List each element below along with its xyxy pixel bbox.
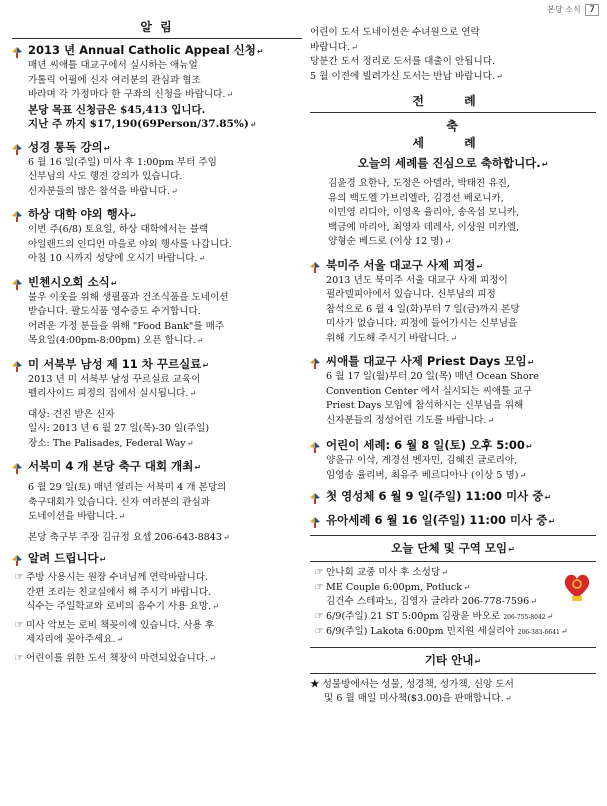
notice-line: 아일랜드의 인디언 마을로 야외 행사를 나갑니다. [28,238,232,250]
baptism-head-1: 축 [446,119,460,133]
notice-line: 바라며 각 가정마다 한 구좌의 신청을 바랍니다. ↵ [28,88,302,103]
pointing-hand-icon: ☞ [314,626,324,637]
notice-line: 목요일(4:00pm-8:00pm) 오픈 합니다. ↵ [28,334,302,349]
bullet-icon [310,517,320,528]
star-icon: ★ [310,678,323,690]
bullet-icon [310,358,320,369]
notice-line: 미사가 없습니다. 피정에 들어가시는 신부님을 [326,318,518,329]
cursillo-detail: 장소: The Palisades, Federal Way ↵ [28,437,302,452]
notice-line: 6 월 16 일(주일) 미사 후 1:00pm 부터 주임 [28,156,217,168]
bullet-icon [12,555,22,566]
notice-line: 아침 10 시까지 성당에 오시기 바랍니다. ↵ [28,252,302,267]
liturgy-heading: 전 례 [412,94,494,108]
notice-line: Convention Center 에서 실시되는 씨애틀 교구 [326,385,532,397]
notice-line: Priest Days 모임에 참석하시는 신부님을 위해 [326,400,524,411]
cursillo-detail: 대상: 견진 받은 신자 [28,408,115,420]
bullet-icon [310,262,320,273]
baptism-name-line: 이민영 리디아, 이영옥 율리아, 송옥섭 모니카, [328,207,520,218]
bullet-icon [12,144,22,155]
group-row: 김건수 스테파노, 김영자 글라라 206-778-7596 ↵ [312,595,596,610]
bullet-icon [12,463,22,474]
pointing-hand-icon: ☞ [14,572,24,583]
heart-logo-icon [562,570,592,602]
announcement-line: ☞ 미사 악보는 로비 책꽂이에 있습니다. 사용 후 [12,619,302,634]
page-number: 7 [585,4,599,16]
bullet-icon [12,47,22,58]
heading-rule [310,112,596,113]
notice-priest-days [310,354,596,428]
notice-title: 유아세례 6 월 16 일(주일) 11:00 미사 중 ↵ [326,513,596,529]
notice-first-communion [310,489,596,505]
group-row: ☞ 6/9(주일) 21 ST 5:00pm 김광윤 바오로 206-755-8042 ↵ [312,610,596,626]
notice-line: 매년 씨애틀 대교구에서 실시하는 애뉴얼 [28,60,198,71]
notice-line: 신자분들의 많은 참석을 바랍니다. ↵ [28,185,302,200]
baptism-head-2: 세 례 [412,136,494,150]
announcement-line: ☞ 주방 사용시는 원장 수녀님께 연락바랍니다. [12,571,302,586]
notice-title: 빈첸시오회 소식 ↵ [28,275,302,291]
etc-line: 및 6 월 매일 미사책($3.00)을 판매합니다. ↵ [310,692,596,707]
groups-list [310,566,596,641]
left-column [12,18,302,666]
soccer-contact: 본당 축구부 주장 김규정 요셉 206-643-8843 ↵ [28,531,302,546]
notice-line: 불우 이웃을 위해 생필품과 건조식품을 도네이션 [28,291,229,303]
notice-announcements [12,551,302,567]
intro-line: 바랍니다. ↵ [310,41,596,56]
notice-line: 참석으로 6 월 4 일(화)부터 7 일(금)까지 본당 [326,303,520,315]
notice-title: 하상 대학 야외 행사 ↵ [28,207,302,223]
notice-line: 도네이션을 바랍니다. ↵ [28,510,302,525]
notice-line: 펠리사이드 피정의 집에서 실시됩니다. ↵ [28,387,302,402]
notice-title: 북미주 서울 대교구 사제 피정 ↵ [326,258,596,274]
etc-heading: 기타 안내 ↵ [310,652,596,670]
baptism-name-line: 백금예 마리아, 최영자 데레사, 이상원 미카엘, [328,221,520,233]
notice-title: 성경 통독 강의 ↵ [28,140,302,156]
announcement-list [12,571,302,666]
appeal-progress: 지난 주 까지 $17,190(69Person/37.85%) ↵ [28,117,302,132]
section-rule [310,535,596,536]
baptism-name-line: 유의 백도엘 가브리엘라, 김경선 베로니카, [328,192,504,204]
group-phone: 206-383-6641 [517,629,560,636]
notice-line: 신부님의 사도 행전 강의가 있습니다. [28,171,183,182]
announcement-line: 제자리에 꽂아주세요. ↵ [12,633,302,648]
group-row: ☞ ME Couple 6:00pm, Potluck ↵ [312,581,596,596]
notice-line: 양윤규 이삭, 계경선 벤자민, 김혜진 글로리아, [326,455,518,466]
etc-line: ★ 성물방에서는 성물, 성경책, 성가책, 신앙 도서 [310,678,514,690]
notice-title: 미 서북부 남성 제 11 차 꾸르실료 ↵ [28,357,302,373]
bullet-icon [12,279,22,290]
notice-line: 2013 년도 북미주 서울 대교구 사제 피정이 [326,274,508,286]
section-rule [310,561,596,562]
notice-vincent [12,275,302,349]
notice-soccer [12,459,302,545]
intro-line: 5 월 이전에 빌려가신 도서는 반납 바랍니다. ↵ [310,70,596,85]
bullet-icon [310,442,320,453]
page-header [547,4,599,16]
notice-line: 받습니다. 팔도식품 영수증도 수거합니다. [28,306,201,317]
header-section: 본당 소식 [547,5,581,14]
notice-line: 어려운 가정 분들을 위해 "Food Bank"를 매주 [28,320,225,332]
appeal-goal: 본당 목표 신청금은 $45,413 입니다. [28,103,206,116]
announcement-line: 간편 조리는 친교실에서 해 주시기 바랍니다. [26,586,212,598]
notice-line: 이번 주(6/8) 토요일, 하상 대학에서는 블랙 [28,224,209,235]
notice-title: 알려 드립니다 ↵ [28,551,302,567]
notice-line: 필라델피아에서 있습니다. 신부님의 피정 [326,289,496,300]
notice-line: 가톨릭 어필에 신자 여러분의 관심과 협조 [28,74,201,86]
pointing-hand-icon: ☞ [314,610,324,622]
groups-heading: 오늘 단체 및 구역 모임 ↵ [310,540,596,558]
notice-title: 2013 년 Annual Catholic Appeal 신청 ↵ [28,43,302,59]
pointing-hand-icon: ☞ [14,619,24,631]
notice-outing [12,207,302,267]
announcement-line: ☞ 어린이를 위한 도서 책장이 마련되었습니다. ↵ [12,652,302,667]
notice-priest-retreat [310,258,596,347]
baptism-names [310,177,596,250]
heading-rule [12,38,302,39]
notice-bible-lecture [12,140,302,200]
right-column [310,26,596,707]
notice-line: 6 월 29 일(토) 매년 열리는 서북미 4 개 본당의 [28,482,227,493]
baptism-name-line: 김윤경 요한나, 도정은 아델라, 박태진 유진, [328,178,510,189]
intro-line: 당분간 도서 정리로 도서를 대출이 안됩니다. [310,56,496,67]
announcement-line: 식수는 주일학교와 로비의 음수기 사용 요망. ↵ [12,600,302,615]
section-rule [310,647,596,648]
notices-heading: 알 림 [140,20,174,34]
notice-line: 6 월 17 일(월)부터 20 일(목) 매년 Ocean Shore [326,371,539,382]
notice-title: 첫 영성체 6 월 9 일(주일) 11:00 미사 중 ↵ [326,489,596,505]
pointing-hand-icon: ☞ [314,567,324,578]
notice-line: 축구대회가 있습니다. 신자 여러분의 관심과 [28,496,211,508]
group-row: ☞ 6/9(주일) Lakota 6:00pm 민지원 세실리아 206-383-6641 ↵ [312,625,596,641]
intro-line: 어린이 도서 도네이션은 수녀원으로 연락 [310,27,480,38]
section-rule [310,673,596,674]
notice-title: 어린이 세례: 6 월 8 일(토) 오후 5:00 ↵ [326,438,596,454]
bullet-icon [310,493,320,504]
notice-line: 위해 기도해 주시기 바랍니다. ↵ [326,332,596,347]
notice-title: 서북미 4 개 본당 축구 대회 개최 ↵ [28,459,302,475]
notice-appeal [12,43,302,132]
cursillo-detail: 일시: 2013 년 6 월 27 일(목)-30 일(주일) [28,423,210,434]
notice-cursillo [12,357,302,452]
notice-line: 신자분들의 정성어린 기도를 바랍니다. ↵ [326,414,596,429]
bullet-icon [12,211,22,222]
notice-line: 2013 년 미 서북부 남성 꾸르실료 교육이 [28,373,201,385]
notice-title: 씨애틀 대교구 사제 Priest Days 모임 ↵ [326,354,596,370]
pointing-hand-icon: ☞ [314,581,324,593]
pointing-hand-icon: ☞ [14,652,24,664]
group-row: ☞ 안나회 교중 미사 후 소성당 ↵ [312,566,596,581]
bullet-icon [12,361,22,372]
notice-infant-baptism [310,513,596,529]
notice-line: 임영송 율리버, 최유주 베르디아나 (이상 5 명) ↵ [326,469,596,484]
baptism-name-line: 양형순 베드로 (이상 12 명) ↵ [328,235,596,250]
group-phone: 206-755-8042 [503,613,546,621]
baptism-congrats: 오늘의 세례를 진심으로 축하합니다. ↵ [310,155,596,173]
notice-child-baptism [310,438,596,483]
